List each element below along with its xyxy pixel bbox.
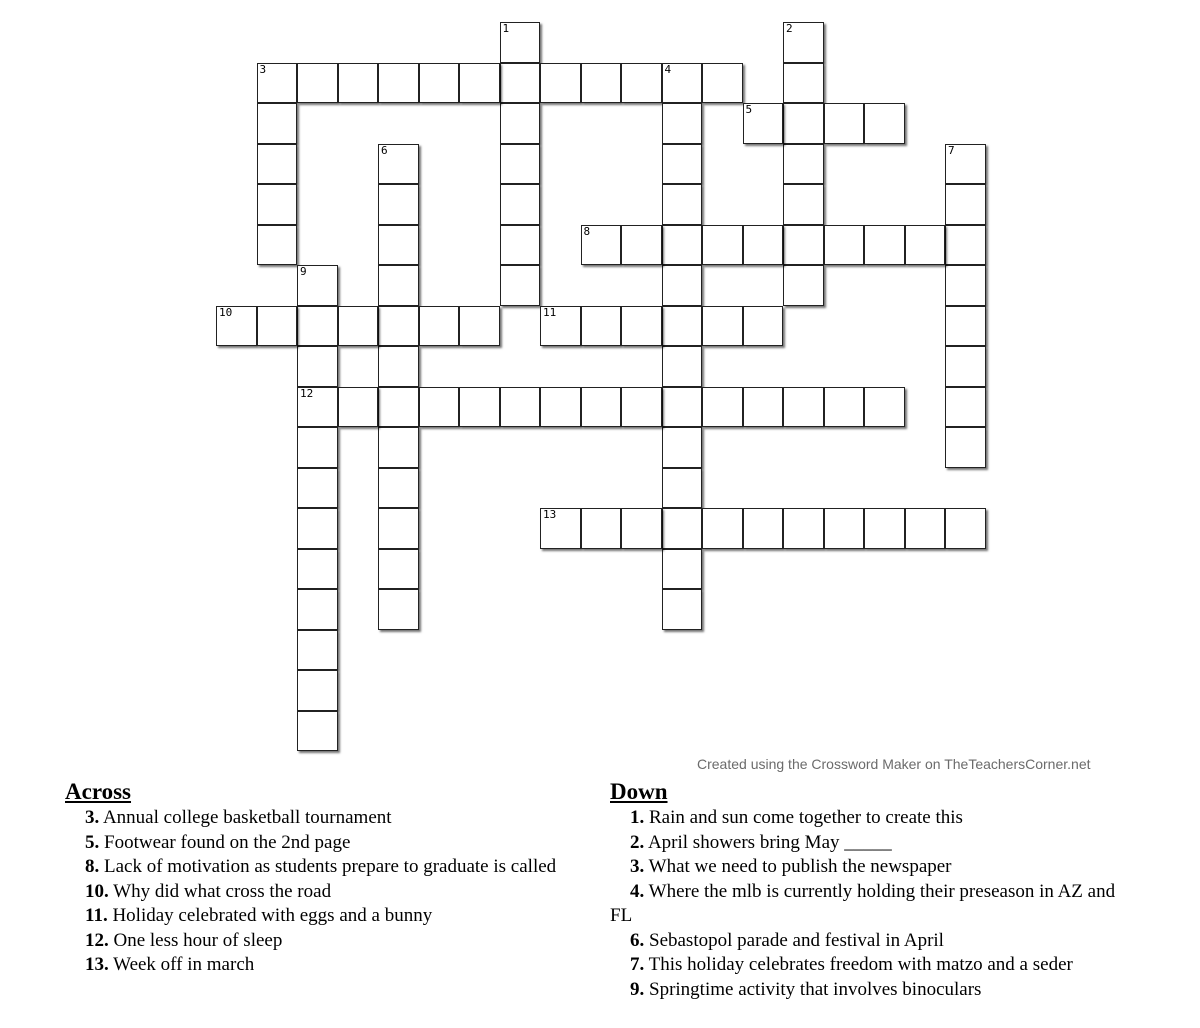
clue-number: 7. (630, 954, 645, 975)
grid-cell[interactable] (743, 225, 784, 266)
across-clue (65, 953, 565, 978)
grid-cell[interactable] (257, 306, 298, 347)
grid-cell[interactable] (297, 468, 338, 509)
grid-cell[interactable] (945, 508, 986, 549)
grid-cell[interactable] (945, 346, 986, 387)
grid-cell[interactable] (500, 225, 541, 266)
grid-cell[interactable] (702, 306, 743, 347)
down-clue-list (610, 806, 1140, 1002)
cell-number: 1 (502, 22, 510, 35)
across-heading: Across (65, 779, 132, 804)
grid-cell[interactable] (297, 670, 338, 711)
grid-cell[interactable] (500, 103, 541, 144)
grid-cell[interactable] (662, 589, 703, 630)
clue-text: Rain and sun come together to create this (644, 807, 963, 828)
across-clues (65, 778, 565, 978)
cell-number: 7 (948, 143, 955, 157)
cell-number: 8 (583, 224, 591, 238)
clue-number: 5. (85, 831, 100, 853)
grid-cell[interactable] (257, 184, 298, 225)
grid-cell[interactable] (297, 549, 338, 590)
grid-cell[interactable] (216, 306, 257, 347)
clue-text: Sebastopol parade and festival in April (644, 929, 944, 951)
grid-cell[interactable] (662, 225, 703, 266)
grid-cell[interactable] (621, 225, 662, 266)
grid-cell[interactable] (824, 508, 865, 549)
grid-cell[interactable] (702, 225, 743, 266)
grid-cell[interactable] (581, 387, 622, 428)
grid-cell[interactable] (378, 63, 419, 104)
grid-cell[interactable] (864, 508, 905, 549)
grid-cell[interactable] (945, 427, 986, 468)
grid-cell[interactable] (824, 387, 865, 428)
grid-cell[interactable] (783, 63, 824, 104)
cell-number: 10 (219, 305, 233, 319)
grid-cell[interactable] (662, 549, 703, 590)
clue-number: 3. (630, 856, 645, 877)
grid-cell[interactable] (378, 549, 419, 590)
across-clue (65, 831, 565, 856)
grid-cell[interactable] (662, 508, 703, 549)
grid-cell[interactable] (743, 387, 784, 428)
clue-text: Week off in march (108, 954, 255, 975)
grid-cell[interactable] (378, 427, 419, 468)
down-clue (610, 831, 1140, 856)
grid-cell[interactable] (297, 427, 338, 468)
grid-cell[interactable] (783, 387, 824, 428)
cell-number: 3 (259, 62, 267, 76)
grid-cell[interactable] (581, 306, 622, 347)
down-clue (610, 806, 1140, 831)
grid-cell[interactable] (257, 225, 298, 266)
across-clue (65, 929, 565, 954)
grid-cell[interactable] (419, 306, 460, 347)
grid-cell[interactable] (662, 346, 703, 387)
grid-cell[interactable] (662, 427, 703, 468)
grid-cell[interactable] (297, 265, 338, 306)
clue-number: 1. (630, 807, 645, 828)
grid-cell[interactable] (459, 306, 500, 347)
grid-cell[interactable] (378, 589, 419, 630)
credit-text: Created using the Crossword Maker on TheTeachersCorner.net (697, 756, 1091, 772)
grid-cell[interactable] (500, 63, 541, 104)
clue-text: Holiday celebrated with eggs and a bunny (107, 905, 433, 926)
grid-cell[interactable] (783, 22, 824, 63)
across-clue-list (65, 806, 565, 978)
grid-cell[interactable] (500, 22, 541, 63)
grid-cell[interactable] (378, 508, 419, 549)
grid-cell[interactable] (621, 508, 662, 549)
grid-cell[interactable] (378, 265, 419, 306)
clue-text: One less hour of sleep (108, 929, 283, 951)
grid-cell[interactable] (743, 306, 784, 347)
grid-cell[interactable] (338, 306, 379, 347)
clue-number: 11. (85, 905, 108, 926)
grid-cell[interactable] (824, 225, 865, 266)
grid-cell[interactable] (743, 103, 784, 144)
clue-number: 3. (85, 807, 100, 828)
down-clue (610, 953, 1140, 978)
grid-cell[interactable] (297, 711, 338, 752)
grid-cell[interactable] (945, 184, 986, 225)
grid-cell[interactable] (581, 225, 622, 266)
down-heading: Down (610, 779, 668, 804)
across-clue (65, 880, 565, 905)
across-clue (65, 904, 565, 929)
grid-cell[interactable] (378, 225, 419, 266)
clue-text: April showers bring May _____ (644, 831, 892, 853)
grid-cell[interactable] (338, 387, 379, 428)
grid-cell[interactable] (662, 63, 703, 104)
grid-cell[interactable] (378, 144, 419, 185)
down-clue (610, 978, 1140, 1003)
grid-cell[interactable] (459, 387, 500, 428)
grid-cell[interactable] (500, 184, 541, 225)
grid-cell[interactable] (540, 508, 581, 549)
clue-number: 4. (630, 880, 645, 902)
grid-cell[interactable] (662, 387, 703, 428)
clue-text: Where the mlb is currently holding their preseason in AZ and FL (610, 880, 1116, 926)
clue-text: Springtime activity that involves binoculars (644, 978, 982, 1000)
clue-text: Annual college basketball tournament (99, 807, 392, 828)
clue-number: 9. (630, 978, 645, 1000)
cell-number: 11 (543, 305, 557, 319)
grid-cell[interactable] (297, 589, 338, 630)
grid-cell[interactable] (257, 103, 298, 144)
clue-number: 13. (85, 954, 109, 975)
grid-cell[interactable] (945, 387, 986, 428)
grid-cell[interactable] (905, 508, 946, 549)
clue-text: Why did what cross the road (108, 880, 332, 902)
grid-cell[interactable] (945, 265, 986, 306)
grid-cell[interactable] (500, 387, 541, 428)
grid-cell[interactable] (297, 306, 338, 347)
grid-cell[interactable] (378, 387, 419, 428)
grid-cell[interactable] (702, 387, 743, 428)
clue-number: 6. (630, 929, 645, 951)
cell-number: 13 (543, 508, 557, 521)
cell-number: 9 (300, 265, 307, 278)
grid-cell[interactable] (297, 387, 338, 428)
grid-cell[interactable] (297, 346, 338, 387)
grid-cell[interactable] (662, 265, 703, 306)
grid-cell[interactable] (540, 387, 581, 428)
grid-cell[interactable] (662, 184, 703, 225)
grid-cell[interactable] (297, 63, 338, 104)
down-clues (610, 778, 1140, 1002)
grid-cell[interactable] (581, 63, 622, 104)
across-clue (65, 806, 565, 831)
grid-cell[interactable] (662, 103, 703, 144)
grid-cell[interactable] (297, 630, 338, 671)
grid-cell[interactable] (864, 103, 905, 144)
grid-cell[interactable] (945, 225, 986, 266)
grid-cell[interactable] (864, 225, 905, 266)
grid-cell[interactable] (257, 144, 298, 185)
grid-cell[interactable] (662, 144, 703, 185)
grid-cell[interactable] (297, 508, 338, 549)
grid-cell[interactable] (945, 144, 986, 185)
down-clue (610, 855, 1140, 880)
down-clue (610, 880, 1140, 929)
cell-number: 6 (381, 143, 388, 157)
grid-cell[interactable] (540, 63, 581, 104)
grid-cell[interactable] (459, 63, 500, 104)
down-clue (610, 929, 1140, 954)
grid-cell[interactable] (783, 265, 824, 306)
grid-cell[interactable] (540, 306, 581, 347)
grid-cell[interactable] (662, 306, 703, 347)
grid-cell[interactable] (378, 468, 419, 509)
grid-cell[interactable] (419, 387, 460, 428)
grid-cell[interactable] (257, 63, 298, 104)
grid-cell[interactable] (702, 508, 743, 549)
cell-number: 4 (664, 62, 672, 76)
grid-cell[interactable] (500, 265, 541, 306)
clue-number: 12. (85, 929, 109, 951)
clue-number: 8. (85, 856, 100, 877)
grid-cell[interactable] (621, 306, 662, 347)
cell-number: 2 (786, 22, 793, 35)
grid-cell[interactable] (945, 306, 986, 347)
grid-cell[interactable] (783, 103, 824, 144)
grid-cell[interactable] (662, 468, 703, 509)
grid-cell[interactable] (905, 225, 946, 266)
grid-cell[interactable] (581, 508, 622, 549)
grid-cell[interactable] (338, 63, 379, 104)
grid-cell[interactable] (824, 103, 865, 144)
clue-text: This holiday celebrates freedom with matzo and a seder (644, 954, 1073, 975)
grid-cell[interactable] (500, 144, 541, 185)
clue-number: 2. (630, 831, 645, 853)
clue-text: Footwear found on the 2nd page (99, 831, 351, 853)
grid-cell[interactable] (864, 387, 905, 428)
grid-cell[interactable] (378, 306, 419, 347)
grid-cell[interactable] (783, 508, 824, 549)
grid-cell[interactable] (702, 63, 743, 104)
clue-number: 10. (85, 880, 109, 902)
grid-cell[interactable] (419, 63, 460, 104)
grid-cell[interactable] (743, 508, 784, 549)
clue-text: What we need to publish the newspaper (644, 856, 952, 877)
grid-cell[interactable] (783, 225, 824, 266)
grid-cell[interactable] (378, 184, 419, 225)
grid-cell[interactable] (378, 346, 419, 387)
grid-cell[interactable] (783, 184, 824, 225)
grid-cell[interactable] (621, 387, 662, 428)
grid-cell[interactable] (621, 63, 662, 104)
across-clue (65, 855, 565, 880)
clue-text: Lack of motivation as students prepare to graduate is called (99, 856, 557, 877)
cell-number: 5 (745, 103, 753, 116)
cell-number: 12 (300, 386, 314, 400)
grid-cell[interactable] (783, 144, 824, 185)
